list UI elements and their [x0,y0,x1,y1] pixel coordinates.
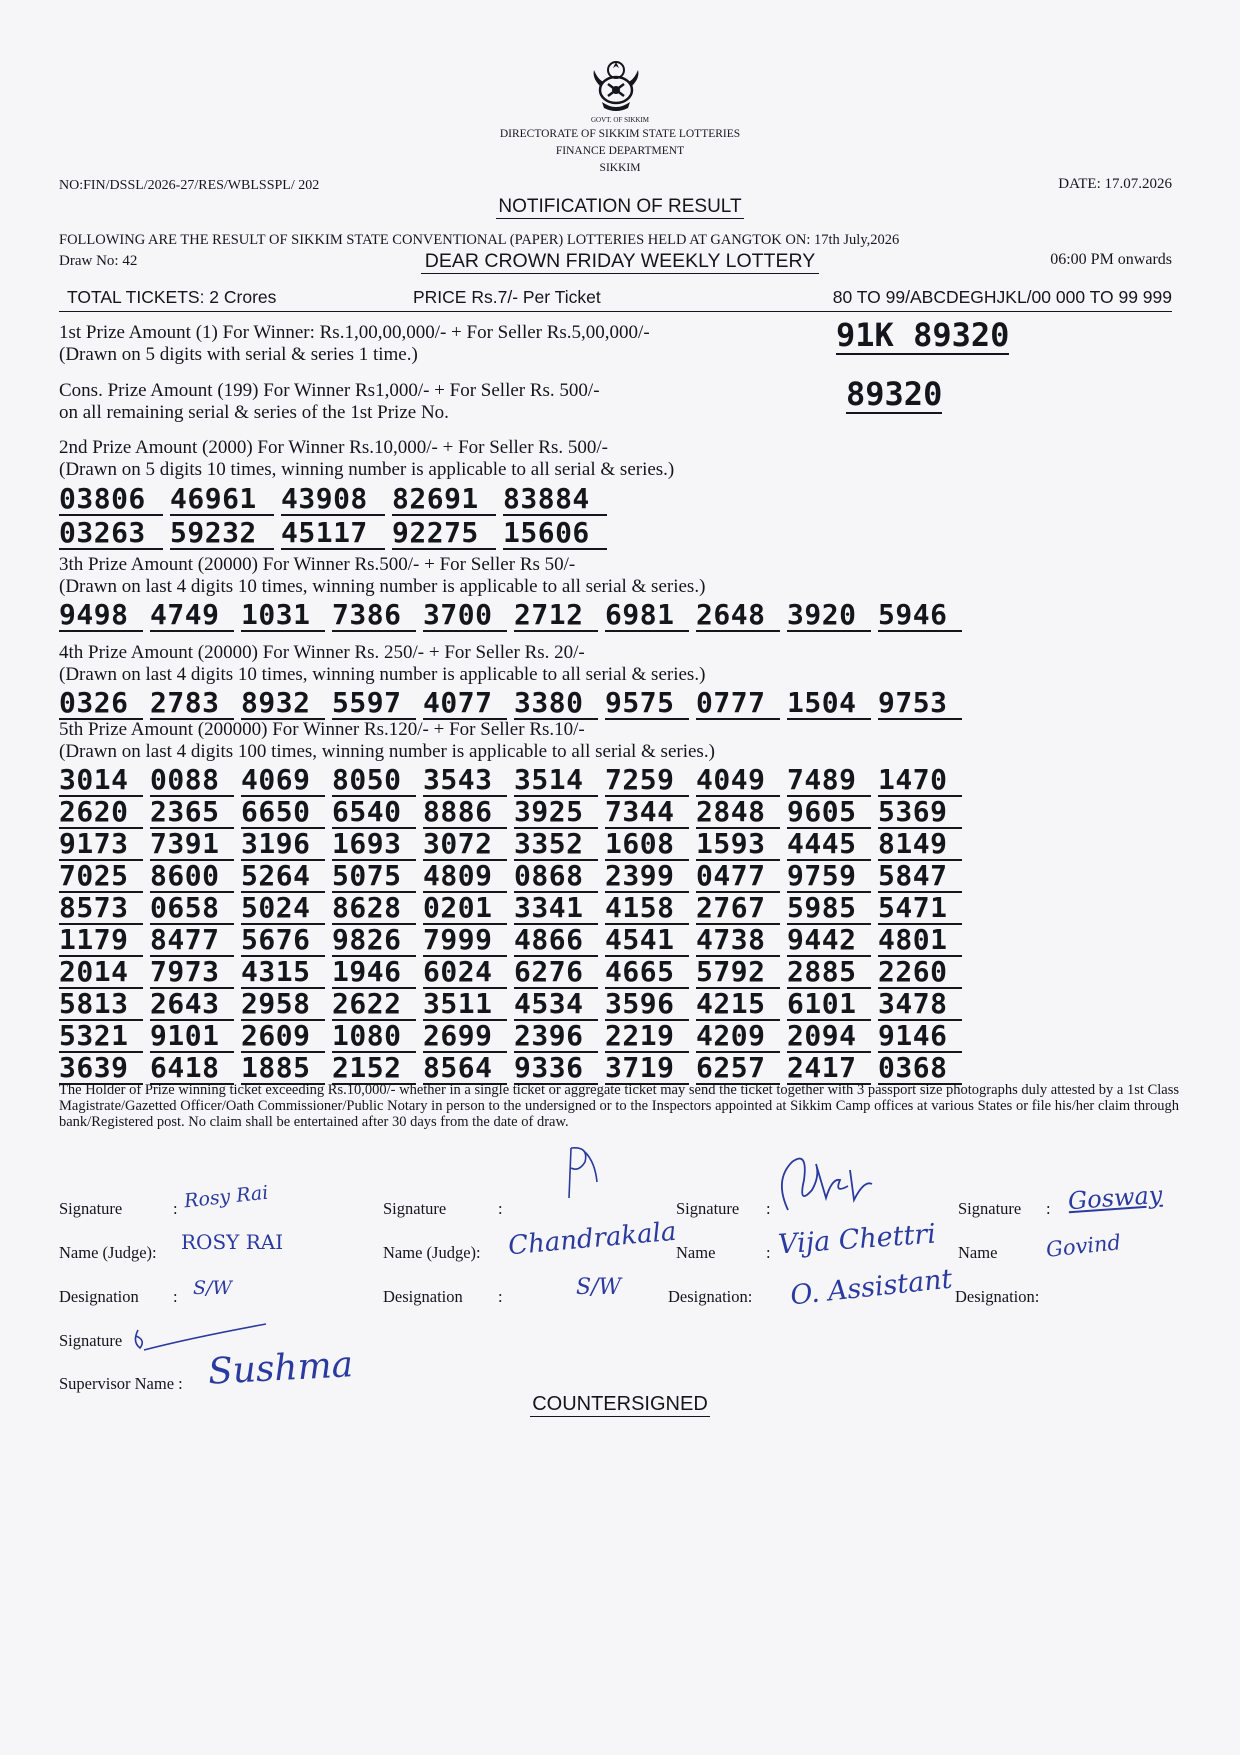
claim-footnote: The Holder of Prize winning ticket exceeding Rs.10,000/- whether in a single ticket or aggregate ticket may send the ticket together with 3 passport size photographs duly attested by a 1st Class Magistrate/Gazetted Officer/Oath Commissioner/Public Notary in person to the undersigned or to the Inspectors appointed at Sikkim Camp offices at various States or file his/her claim through bank/Registered post. No claim shall be entertained after 30 days from the date of draw. [59,1082,1179,1130]
winning-number: 9759 [787,862,871,893]
winning-number: 6418 [150,1054,234,1085]
official4-handwritten-name: Govind [1044,1230,1123,1262]
official3-signature-colon: : [766,1199,771,1218]
reference-number: NO:FIN/DSSL/2026-27/RES/WBLSSPL/ 202 [59,178,320,193]
winning-number: 1885 [241,1054,325,1085]
winning-number: 3352 [514,830,598,861]
winning-number: 2648 [696,601,780,632]
winning-number: 4049 [696,766,780,797]
winning-number: 8932 [241,689,325,720]
winning-number: 0477 [696,862,780,893]
judge1-handwritten-name: ROSY RAI [181,1230,284,1254]
winning-number: 1080 [332,1022,416,1053]
winning-number: 9173 [59,830,143,861]
winning-number: 2712 [514,601,598,632]
directorate-name: DIRECTORATE OF SIKKIM STATE LOTTERIES [499,128,741,140]
third-prize-description: 3th Prize Amount (20000) For Winner Rs.500/- + For Seller Rs 50/- (Drawn on last 4 digits 10 times, winning number is applicable to all serial & series.) [59,554,706,597]
official4-signature-colon: : [1046,1199,1051,1218]
consolation-prize-number: 89320 [846,375,943,413]
fourth-prize-description: 4th Prize Amount (20000) For Winner Rs. 250/- + For Seller Rs. 20/- (Drawn on last 4 digits 10 times, winning number is applicable to all serial & series.) [59,642,706,685]
winning-number: 4315 [241,958,325,989]
winning-number: 4069 [241,766,325,797]
winning-number: 4801 [878,926,962,957]
winning-number: 3072 [423,830,507,861]
winning-number: 4809 [423,862,507,893]
winning-number: 5946 [878,601,962,632]
winning-number: 9498 [59,601,143,632]
official3-handwritten-signature [768,1150,878,1230]
winning-number: 7489 [787,766,871,797]
judge1-designation-colon: : [173,1287,178,1306]
winning-number: 3014 [59,766,143,797]
winning-number: 5847 [878,862,962,893]
winning-number: 46961 [170,485,274,516]
winning-number: 2396 [514,1022,598,1053]
second-prize-numbers [59,482,607,550]
winning-number: 8477 [150,926,234,957]
winning-number: 2609 [241,1022,325,1053]
official3-signature-label: Signature [676,1199,740,1218]
winning-number: 4534 [514,990,598,1021]
winning-number: 9442 [787,926,871,957]
following-text: FOLLOWING ARE THE RESULT OF SIKKIM STATE CONVENTIONAL (PAPER) LOTTERIES HELD AT GANGTOK ON: 17th July,2026 [59,232,900,248]
winning-number: 8573 [59,894,143,925]
winning-number: 6024 [423,958,507,989]
winning-number: 4665 [605,958,689,989]
winning-number: 2643 [150,990,234,1021]
countersigned-label: COUNTERSIGNED [532,1393,708,1415]
winning-number: 7999 [423,926,507,957]
winning-number: 0658 [150,894,234,925]
winning-number: 82691 [392,485,496,516]
winning-number: 4749 [150,601,234,632]
winning-number: 7386 [332,601,416,632]
winning-number: 7259 [605,766,689,797]
supervisor-handwritten-name: Sushma [207,1344,355,1393]
winning-number: 3514 [514,766,598,797]
winning-number: 8886 [423,798,507,829]
judge1-handwritten-designation: S/W [193,1277,232,1299]
winning-number: 6981 [605,601,689,632]
official3-name-colon: : [766,1243,771,1262]
judge2-handwritten-designation: S/W [576,1275,622,1300]
draw-number: Draw No: 42 [59,253,138,269]
winning-number: 2620 [59,798,143,829]
winning-number: 9146 [878,1022,962,1053]
judge1-name-label: Name (Judge): [59,1243,157,1262]
winning-number: 7025 [59,862,143,893]
winning-number: 5024 [241,894,325,925]
winning-number: 6540 [332,798,416,829]
winning-number: 3543 [423,766,507,797]
fifth-prize-numbers [59,763,962,1085]
winning-number: 3380 [514,689,598,720]
winning-number: 2094 [787,1022,871,1053]
judge2-signature-colon: : [498,1199,503,1218]
official4-designation-label: Designation: [955,1287,1040,1306]
notification-title: NOTIFICATION OF RESULT [498,196,742,217]
second-prize-description: 2nd Prize Amount (2000) For Winner Rs.10,000/- + For Seller Rs. 500/- (Drawn on 5 digits 10 times, winning number is applicable to all serial & series.) [59,437,675,480]
winning-number: 6276 [514,958,598,989]
consolation-prize-description: Cons. Prize Amount (199) For Winner Rs1,000/- + For Seller Rs. 500/- on all remaining serial & series of the 1st Prize No. [59,380,600,423]
judge2-name-label: Name (Judge): [383,1243,481,1262]
ticket-price: PRICE Rs.7/- Per Ticket [413,287,601,307]
winning-number: 8628 [332,894,416,925]
winning-number: 15606 [503,519,607,550]
fourth-prize-numbers [59,686,962,720]
winning-number: 8564 [423,1054,507,1085]
winning-number: 9753 [878,689,962,720]
official4-signature-label: Signature [958,1199,1022,1218]
series-range: 80 TO 99/ABCDEGHJKL/00 000 TO 99 999 [832,287,1172,307]
judge2-designation-label: Designation [383,1287,463,1306]
ticket-info-bar [59,285,1172,312]
winning-number: 5264 [241,862,325,893]
winning-number: 3196 [241,830,325,861]
winning-number: 4866 [514,926,598,957]
winning-number: 3925 [514,798,598,829]
supervisor-name-label: Supervisor Name : [59,1374,183,1393]
fifth-prize-description: 5th Prize Amount (200000) For Winner Rs.120/- + For Seller Rs.10/- (Drawn on last 4 digits 100 times, winning number is applicable to all serial & series.) [59,719,715,762]
winning-number: 2152 [332,1054,416,1085]
winning-number: 3596 [605,990,689,1021]
winning-number: 3719 [605,1054,689,1085]
winning-number: 2365 [150,798,234,829]
winning-number: 5985 [787,894,871,925]
state-name: SIKKIM [599,162,641,174]
winning-number: 5321 [59,1022,143,1053]
winning-number: 5597 [332,689,416,720]
winning-number: 2014 [59,958,143,989]
winning-number: 5676 [241,926,325,957]
winning-number: 2219 [605,1022,689,1053]
winning-number: 1470 [878,766,962,797]
winning-number: 03263 [59,519,163,550]
third-prize-numbers [59,598,962,632]
judge1-handwritten-signature: Rosy Rai [183,1181,270,1213]
judge2-initial-signature [555,1142,605,1202]
total-tickets: TOTAL TICKETS: 2 Crores [67,287,277,307]
winning-number: 1608 [605,830,689,861]
winning-number: 6257 [696,1054,780,1085]
draw-timing: 06:00 PM onwards [1050,251,1172,268]
notification-date: DATE: 17.07.2026 [1058,176,1172,192]
winning-number: 7344 [605,798,689,829]
winning-number: 1946 [332,958,416,989]
sikkim-emblem-icon [588,56,644,118]
winning-number: 43908 [281,485,385,516]
winning-number: 2848 [696,798,780,829]
winning-number: 4209 [696,1022,780,1053]
winning-number: 8050 [332,766,416,797]
winning-number: 2260 [878,958,962,989]
winning-number: 3478 [878,990,962,1021]
winning-number: 2783 [150,689,234,720]
winning-number: 0088 [150,766,234,797]
winning-number: 3511 [423,990,507,1021]
winning-number: 3920 [787,601,871,632]
winning-number: 0201 [423,894,507,925]
winning-number: 4077 [423,689,507,720]
judge1-designation-label: Designation [59,1287,139,1306]
winning-number: 3639 [59,1054,143,1085]
winning-number: 2885 [787,958,871,989]
winning-number: 1504 [787,689,871,720]
winning-number: 2399 [605,862,689,893]
winning-number: 92275 [392,519,496,550]
winning-number: 45117 [281,519,385,550]
judge1-signature-label: Signature [59,1199,123,1218]
supervisor-signature-label: Signature [59,1331,123,1350]
winning-number: 0868 [514,862,598,893]
winning-number: 8149 [878,830,962,861]
winning-number: 3341 [514,894,598,925]
winning-number: 9575 [605,689,689,720]
winning-number: 2417 [787,1054,871,1085]
winning-number: 5792 [696,958,780,989]
winning-number: 2958 [241,990,325,1021]
winning-number: 5075 [332,862,416,893]
winning-number: 1593 [696,830,780,861]
winning-number: 5813 [59,990,143,1021]
winning-number: 59232 [170,519,274,550]
first-prize-description: 1st Prize Amount (1) For Winner: Rs.1,00,00,000/- + For Seller Rs.5,00,000/- (Drawn on 5 digits with serial & series 1 time.) [59,322,650,365]
winning-number: 4215 [696,990,780,1021]
winning-number: 0368 [878,1054,962,1085]
winning-number: 1179 [59,926,143,957]
winning-number: 5471 [878,894,962,925]
winning-number: 6101 [787,990,871,1021]
official3-handwritten-name: Vija Chettri [777,1218,937,1261]
winning-number: 2767 [696,894,780,925]
first-prize-number: 91K 89320 [836,316,1010,354]
official3-handwritten-designation: O. Assistant [788,1263,954,1312]
winning-number: 9605 [787,798,871,829]
winning-number: 2699 [423,1022,507,1053]
winning-number: 1693 [332,830,416,861]
judge2-handwritten-name: Chandrakala [507,1216,678,1262]
winning-number: 0326 [59,689,143,720]
official3-designation-label: Designation: [668,1287,753,1306]
winning-number: 03806 [59,485,163,516]
judge2-designation-colon: : [498,1287,503,1306]
winning-number: 4541 [605,926,689,957]
official3-name-label: Name [676,1243,716,1262]
winning-number: 7973 [150,958,234,989]
winning-number: 83884 [503,485,607,516]
department-name: FINANCE DEPARTMENT [555,145,685,157]
govt-label: GOVT. OF SIKKIM [590,116,649,124]
judge1-signature-colon: : [173,1199,178,1218]
lottery-name: DEAR CROWN FRIDAY WEEKLY LOTTERY [320,250,920,273]
judge2-signature-label: Signature [383,1199,447,1218]
winning-number: 6650 [241,798,325,829]
official4-handwritten-signature: Gosway [1067,1180,1164,1216]
winning-number: 1031 [241,601,325,632]
winning-number: 8600 [150,862,234,893]
winning-number: 4738 [696,926,780,957]
winning-number: 4158 [605,894,689,925]
winning-number: 9101 [150,1022,234,1053]
winning-number: 7391 [150,830,234,861]
winning-number: 0777 [696,689,780,720]
winning-number: 4445 [787,830,871,861]
winning-number: 9336 [514,1054,598,1085]
winning-number: 9826 [332,926,416,957]
winning-number: 2622 [332,990,416,1021]
winning-number: 5369 [878,798,962,829]
winning-number: 3700 [423,601,507,632]
official4-name-label: Name [958,1243,998,1262]
